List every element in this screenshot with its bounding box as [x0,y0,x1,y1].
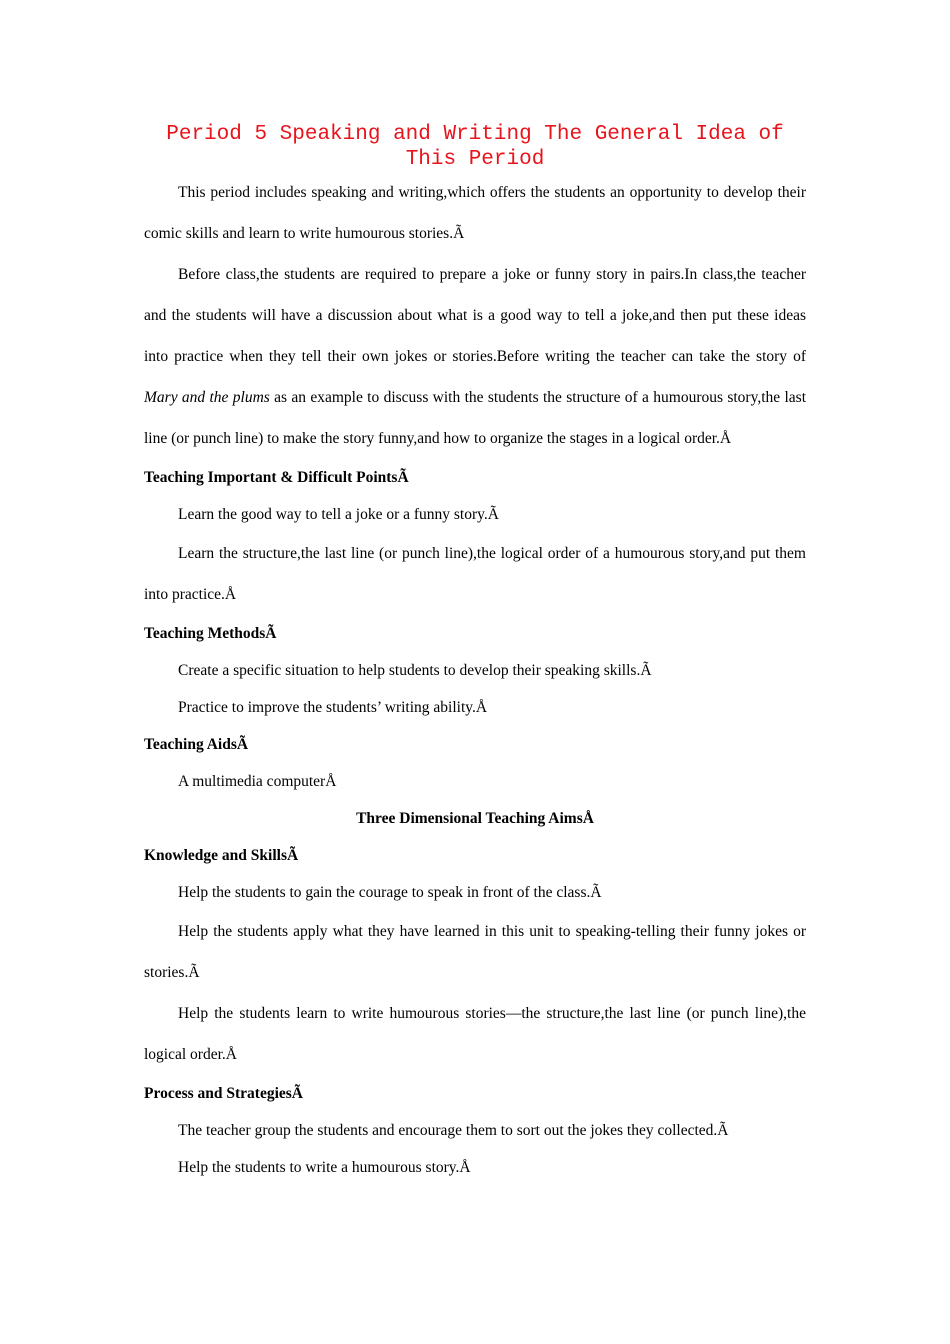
teaching-methods-heading: Teaching MethodsÃ [144,625,277,642]
process-strategies-heading: Process and StrategiesÃ [144,1085,303,1102]
teaching-method-1: Create a specific situation to help students to develop their speaking skills.Ã [178,662,652,679]
knowledge-skills-heading: Knowledge and SkillsÃ [144,847,299,864]
story-title: Mary and the plums [144,389,270,406]
intro-paragraph-2 [144,254,806,459]
teaching-aid-1: A multimedia computerÅ [178,773,337,790]
knowledge-skill-1: Help the students to gain the courage to speak in front of the class.Ã [178,884,602,901]
important-points-heading: Teaching Important & Difficult PointsÃ [144,469,409,486]
knowledge-skill-3: Help the students learn to write humourous stories—the structure,the last line (or punch line),the logical order.Å [144,1005,806,1063]
intro-paragraph-1: This period includes speaking and writing,which offers the students an opportunity to develop their comic skills and learn to write humourous stories.Ã [144,184,806,242]
document-title: Period 5 Speaking and Writing The General Idea of This Period [166,123,784,171]
process-strategy-1: The teacher group the students and encourage them to sort out the jokes they collected.Ã [178,1122,729,1139]
teaching-aims-heading: Three Dimensional Teaching AimsÅ [356,810,594,827]
intro-paragraph-2-text: Before class,the students are required to prepare a joke or funny story in pairs.In class,the teacher and the students will have a discussion about what is a good way to tell a joke,and then put these ideas into practice when they tell their own jokes or stories.Before writing the teacher can take the story of [144,266,806,365]
important-point-1: Learn the good way to tell a joke or a funny story.Ã [178,506,499,523]
intro-paragraph-2-tail: as an example to discuss with the students the structure of a humourous story,the last line (or punch line) to make the story funny,and how to organize the stages in a logical order.Å [144,389,807,447]
teaching-method-2: Practice to improve the students’ writing ability.Å [178,699,488,716]
important-point-2: Learn the structure,the last line (or punch line),the logical order of a humourous story,and put them into practice.Å [144,545,806,603]
process-strategy-2: Help the students to write a humourous story.Å [178,1159,471,1176]
document-page [144,122,806,1186]
teaching-aids-heading: Teaching AidsÃ [144,736,249,753]
knowledge-skill-2: Help the students apply what they have learned in this unit to speaking-telling their funny jokes or stories.Ã [144,923,806,981]
